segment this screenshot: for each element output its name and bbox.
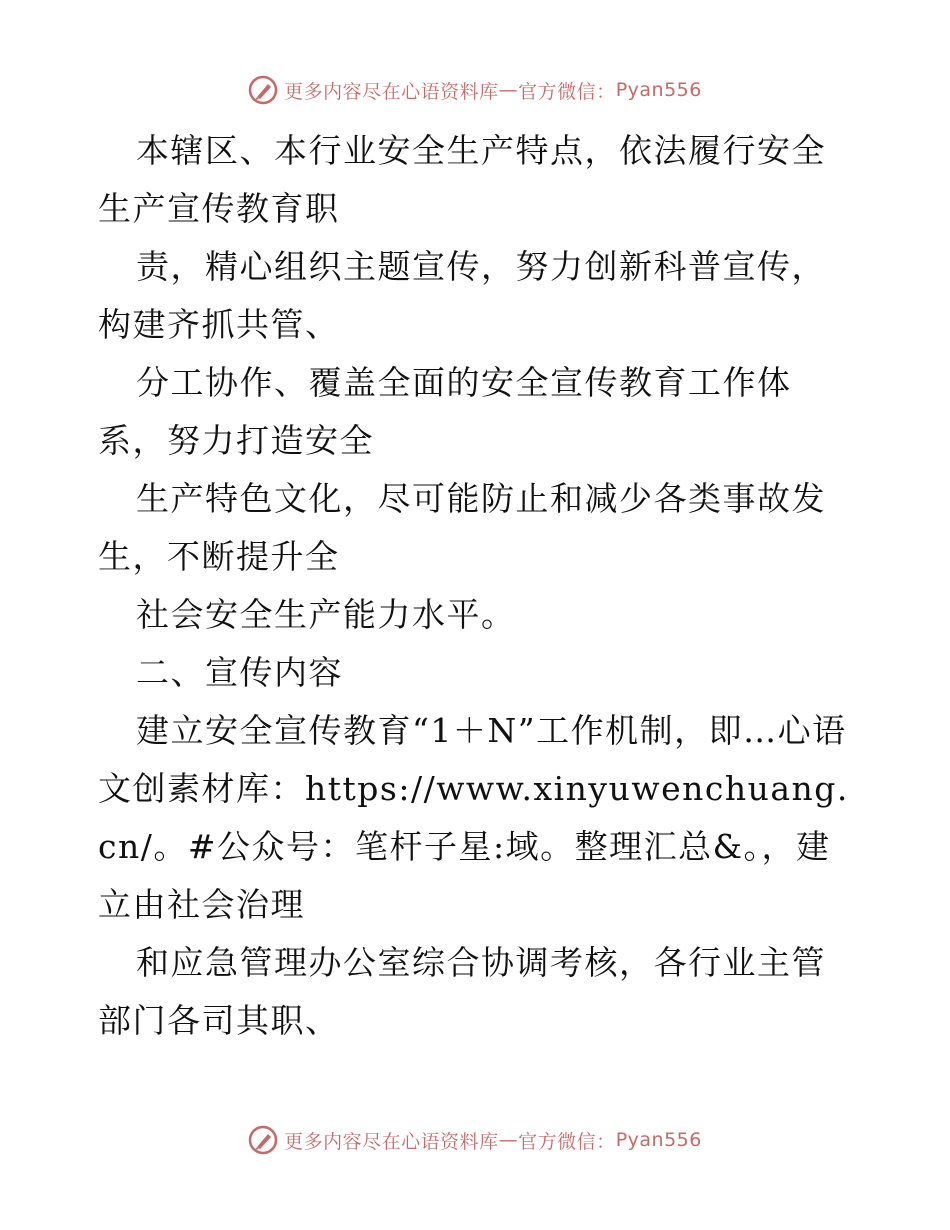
header-banner: [0, 70, 950, 110]
banner-separator: —: [498, 1129, 519, 1151]
document-body: [98, 122, 858, 1050]
paragraph: 社会安全生产能力水平。: [136, 595, 516, 634]
banner-wechat-label: 官方微信：: [518, 1130, 616, 1153]
paragraph: 分工协作、覆盖全面的安全宣传教育工作体系，努力打造安全: [98, 363, 792, 460]
banner-wechat-id: Pyan556: [615, 79, 702, 101]
banner-text: 更多内容尽在心语资料库: [284, 80, 499, 103]
paragraph: 建立安全宣传教育“1＋N”工作机制，即…心语文创素材库：https://www.xinyuwenchuang.cn/。#公众号：笔杆子星:域。整理汇总&。，建立由社会治理: [98, 711, 849, 924]
paragraph: 生产特色文化，尽可能防止和减少各类事故发生，不断提升全: [98, 479, 826, 576]
banner-wechat-label: 官方微信：: [518, 80, 616, 103]
banner-wechat-id: Pyan556: [615, 1129, 702, 1151]
pen-logo-icon: [248, 1125, 278, 1155]
banner-text: 更多内容尽在心语资料库: [284, 1130, 499, 1153]
banner-separator: —: [498, 79, 519, 101]
section-heading: 二、宣传内容: [136, 653, 343, 692]
paragraph: 本辖区、本行业安全生产特点，依法履行安全生产宣传教育职: [98, 131, 826, 228]
paragraph: 和应急管理办公室综合协调考核，各行业主管部门各司其职、: [98, 943, 826, 1040]
pen-logo-icon: [248, 75, 278, 105]
footer-banner: [0, 1120, 950, 1160]
paragraph: 责，精心组织主题宣传，努力创新科普宣传，构建齐抓共管、: [98, 247, 826, 344]
